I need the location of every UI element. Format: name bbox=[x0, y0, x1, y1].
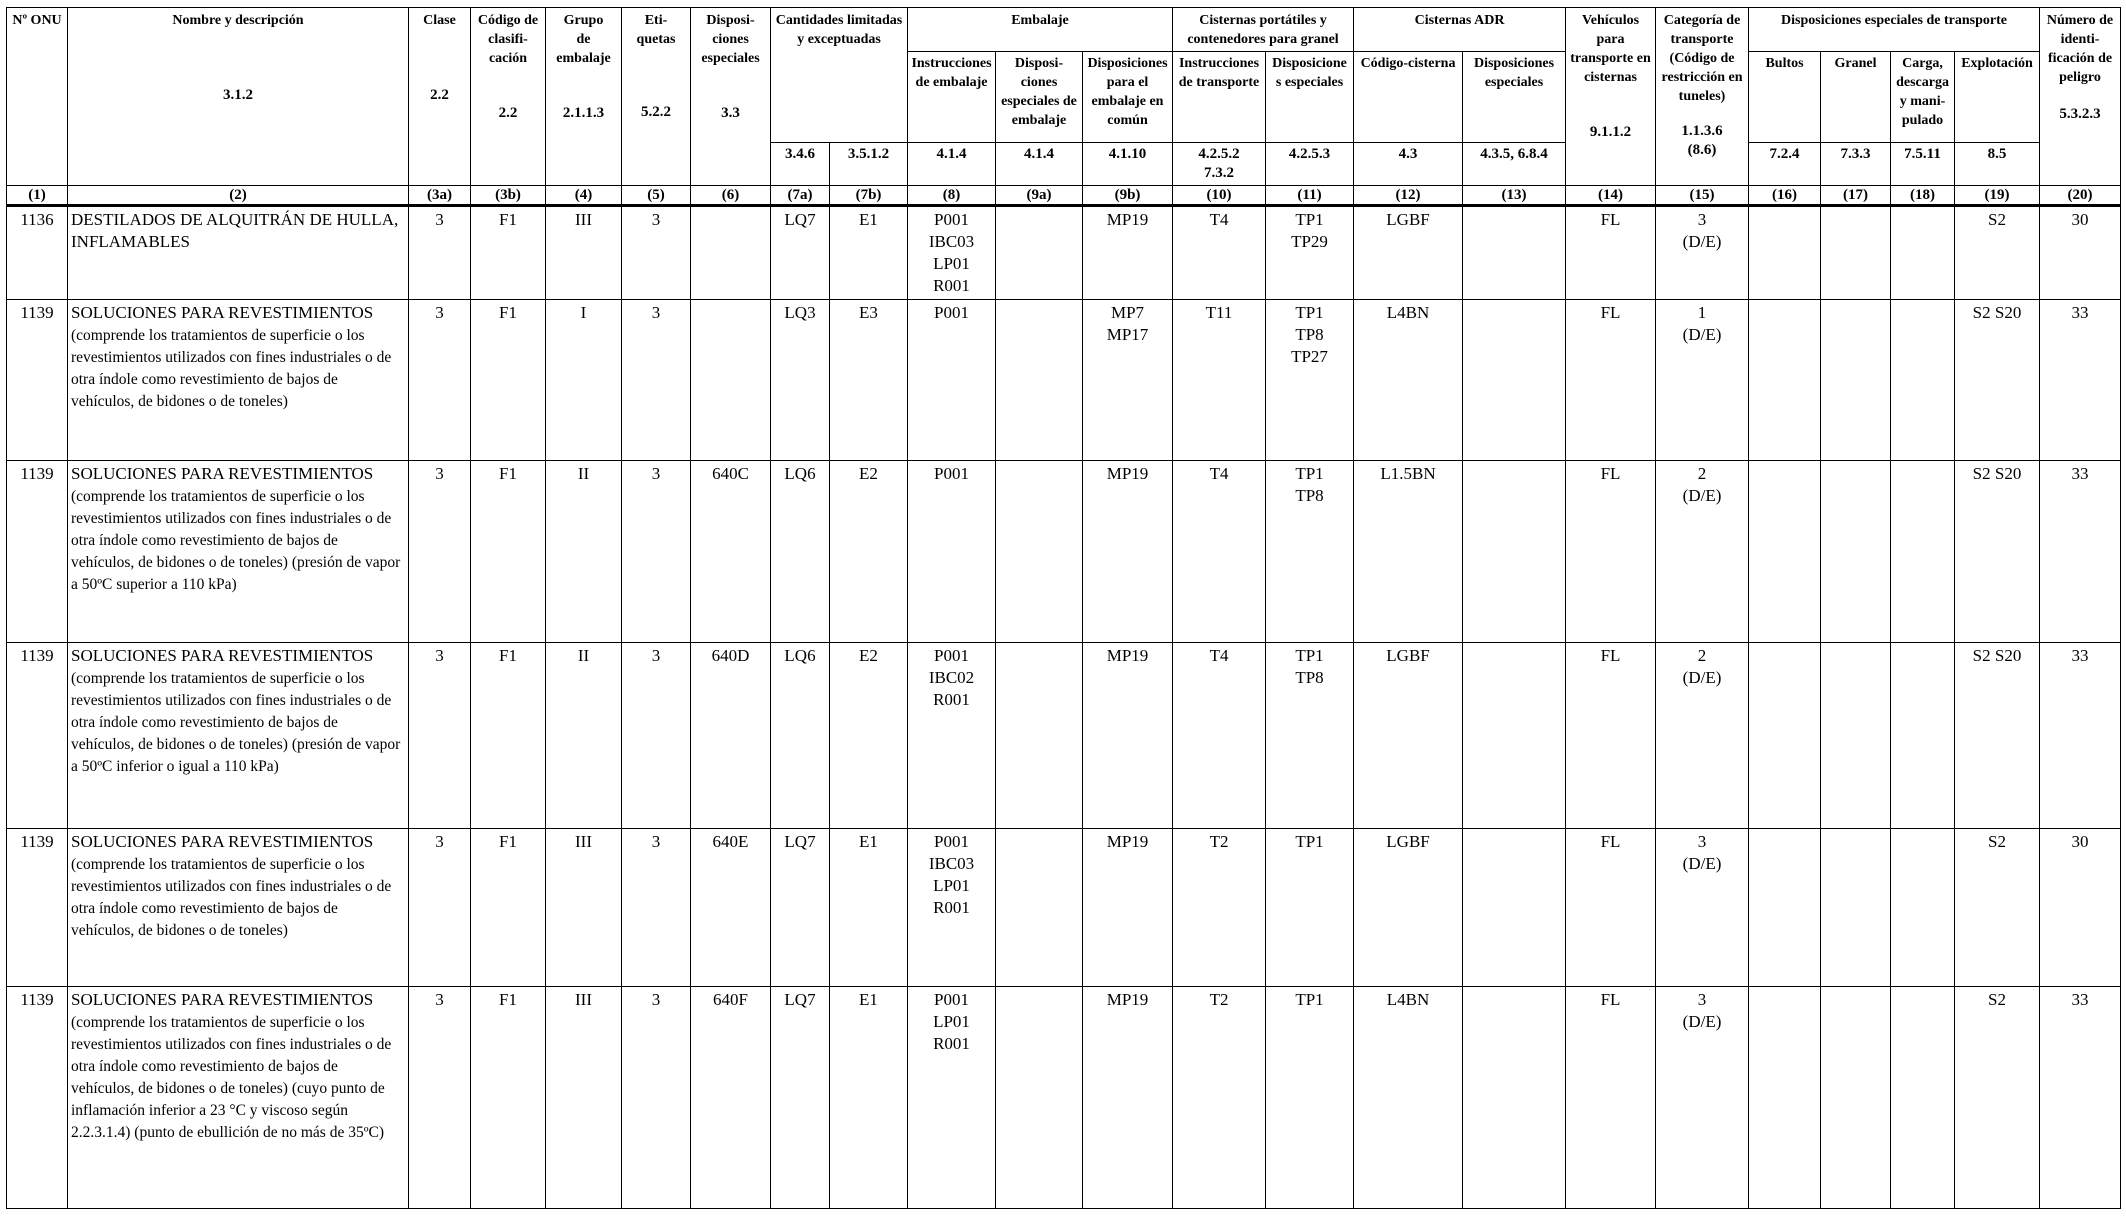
cell-clase: 3 bbox=[409, 206, 471, 300]
ref-9b: 4.1.10 bbox=[1083, 143, 1173, 186]
cell-clase: 3 bbox=[409, 300, 471, 461]
cell-12: L1.5BN bbox=[1354, 461, 1463, 643]
table-row bbox=[7, 206, 2121, 300]
cell-nombre: DESTILADOS DE ALQUITRÁN DE HULLA, INFLAMABLES bbox=[68, 206, 409, 300]
header-carga-descarga: Carga, descarga y mani- pulado bbox=[1891, 52, 1955, 143]
cell-etiquetas: 3 bbox=[622, 300, 691, 461]
ref-9a: 4.1.4 bbox=[996, 143, 1083, 186]
cell-16 bbox=[1749, 206, 1821, 300]
colnum-17: (17) bbox=[1821, 186, 1891, 206]
cell-15: 3 (D/E) bbox=[1656, 987, 1749, 1209]
cell-7b: E1 bbox=[830, 987, 908, 1209]
table-row bbox=[7, 987, 2121, 1209]
cell-19: S2 bbox=[1955, 987, 2040, 1209]
ref-10: 4.2.5.2 7.3.2 bbox=[1173, 143, 1266, 186]
cell-8: P001 IBC03 LP01 R001 bbox=[908, 829, 996, 987]
header-etiquetas: Eti- quetas 5.2.2 bbox=[622, 8, 691, 186]
cell-11: TP1 TP8 TP27 bbox=[1266, 300, 1354, 461]
colnum-9b: (9b) bbox=[1083, 186, 1173, 206]
cell-8: P001 LP01 R001 bbox=[908, 987, 996, 1209]
cell-19: S2 bbox=[1955, 829, 2040, 987]
header-codigo-cisterna: Código-cisterna bbox=[1354, 52, 1463, 143]
cell-onu: 1139 bbox=[7, 300, 68, 461]
cell-etiquetas: 3 bbox=[622, 461, 691, 643]
cell-14: FL bbox=[1566, 461, 1656, 643]
cell-15: 3 (D/E) bbox=[1656, 206, 1749, 300]
cell-17 bbox=[1821, 461, 1891, 643]
ref-19: 8.5 bbox=[1955, 143, 2040, 186]
cell-nombre: SOLUCIONES PARA REVESTIMIENTOS (comprende los tratamientos de superficie o los revestimientos utilizados con fines industriales o de otra índole como revestimiento de bajos de vehículos, de bidones o de toneles) bbox=[68, 300, 409, 461]
cell-17 bbox=[1821, 206, 1891, 300]
cell-20: 33 bbox=[2040, 300, 2121, 461]
cell-14: FL bbox=[1566, 300, 1656, 461]
cell-15: 3 (D/E) bbox=[1656, 829, 1749, 987]
cell-disposiciones bbox=[691, 300, 771, 461]
cell-clase: 3 bbox=[409, 461, 471, 643]
cell-18 bbox=[1891, 829, 1955, 987]
cell-7a: LQ7 bbox=[771, 206, 830, 300]
cell-20: 30 bbox=[2040, 829, 2121, 987]
cell-17 bbox=[1821, 300, 1891, 461]
cell-17 bbox=[1821, 987, 1891, 1209]
cell-clase: 3 bbox=[409, 643, 471, 829]
cell-clase: 3 bbox=[409, 829, 471, 987]
cell-8: P001 IBC02 R001 bbox=[908, 643, 996, 829]
cell-16 bbox=[1749, 300, 1821, 461]
ref-18: 7.5.11 bbox=[1891, 143, 1955, 186]
colnum-18: (18) bbox=[1891, 186, 1955, 206]
cell-20: 33 bbox=[2040, 643, 2121, 829]
header-disposiciones: Disposi- ciones especiales 3.3 bbox=[691, 8, 771, 186]
cell-18 bbox=[1891, 300, 1955, 461]
cell-10: T4 bbox=[1173, 461, 1266, 643]
colnum-15: (15) bbox=[1656, 186, 1749, 206]
colnum-10: (10) bbox=[1173, 186, 1266, 206]
cell-13 bbox=[1463, 987, 1566, 1209]
header-disp-especiales-cisternas: Disposicione s especiales bbox=[1266, 52, 1354, 143]
cell-13 bbox=[1463, 206, 1566, 300]
cell-19: S2 S20 bbox=[1955, 643, 2040, 829]
cell-etiquetas: 3 bbox=[622, 987, 691, 1209]
header-grupo: Grupo de embalaje 2.1.1.3 bbox=[546, 8, 622, 186]
table-header bbox=[7, 8, 2121, 206]
header-group-cisternas-adr: Cisternas ADR bbox=[1354, 8, 1566, 52]
cell-9a bbox=[996, 643, 1083, 829]
header-disp-especiales-embalaje: Disposi- ciones especiales de embalaje bbox=[996, 52, 1083, 143]
cell-16 bbox=[1749, 461, 1821, 643]
colnum-3b: (3b) bbox=[471, 186, 546, 206]
cell-onu: 1139 bbox=[7, 643, 68, 829]
cell-13 bbox=[1463, 829, 1566, 987]
colnum-3a: (3a) bbox=[409, 186, 471, 206]
cell-disposiciones: 640E bbox=[691, 829, 771, 987]
cell-9b: MP19 bbox=[1083, 829, 1173, 987]
header-onu: Nº ONU bbox=[7, 8, 68, 186]
cell-18 bbox=[1891, 643, 1955, 829]
cell-12: L4BN bbox=[1354, 987, 1463, 1209]
cell-18 bbox=[1891, 206, 1955, 300]
cell-17 bbox=[1821, 829, 1891, 987]
cell-9b: MP19 bbox=[1083, 461, 1173, 643]
cell-onu: 1139 bbox=[7, 829, 68, 987]
cell-7a: LQ6 bbox=[771, 643, 830, 829]
cell-9b: MP19 bbox=[1083, 987, 1173, 1209]
cell-7b: E2 bbox=[830, 461, 908, 643]
cell-onu: 1136 bbox=[7, 206, 68, 300]
cell-grupo: III bbox=[546, 829, 622, 987]
cell-codigo: F1 bbox=[471, 829, 546, 987]
colnum-7b: (7b) bbox=[830, 186, 908, 206]
cell-grupo: III bbox=[546, 987, 622, 1209]
header-vehiculos: Vehículos para transporte en cisternas 9.1.1.2 bbox=[1566, 8, 1656, 186]
cell-7b: E3 bbox=[830, 300, 908, 461]
table-body bbox=[7, 206, 2121, 1209]
cell-codigo: F1 bbox=[471, 643, 546, 829]
cell-disposiciones: 640F bbox=[691, 987, 771, 1209]
adr-table-sheet bbox=[6, 7, 2120, 1209]
colnum-12: (12) bbox=[1354, 186, 1463, 206]
cell-disposiciones: 640D bbox=[691, 643, 771, 829]
cell-13 bbox=[1463, 300, 1566, 461]
table-row bbox=[7, 829, 2121, 987]
cell-18 bbox=[1891, 461, 1955, 643]
cell-9a bbox=[996, 461, 1083, 643]
cell-9b: MP19 bbox=[1083, 206, 1173, 300]
cell-7b: E1 bbox=[830, 206, 908, 300]
cell-nombre: SOLUCIONES PARA REVESTIMIENTOS (comprende los tratamientos de superficie o los revestimientos utilizados con fines industriales o de otra índole como revestimiento de bajos de vehículos, de bidones o de toneles) (cuyo punto de inflamación inferior a 23 °C y viscoso según 2.2.3.1.4) (punto de ebullición de no más de 35ºC) bbox=[68, 987, 409, 1209]
cell-14: FL bbox=[1566, 206, 1656, 300]
cell-11: TP1 bbox=[1266, 829, 1354, 987]
colnum-16: (16) bbox=[1749, 186, 1821, 206]
cell-7b: E1 bbox=[830, 829, 908, 987]
cell-10: T11 bbox=[1173, 300, 1266, 461]
cell-7a: LQ7 bbox=[771, 987, 830, 1209]
colnum-13: (13) bbox=[1463, 186, 1566, 206]
ref-12: 4.3 bbox=[1354, 143, 1463, 186]
cell-clase: 3 bbox=[409, 987, 471, 1209]
cell-20: 30 bbox=[2040, 206, 2121, 300]
cell-16 bbox=[1749, 643, 1821, 829]
ref-7a: 3.4.6 bbox=[771, 143, 830, 186]
colnum-9a: (9a) bbox=[996, 186, 1083, 206]
ref-7b: 3.5.1.2 bbox=[830, 143, 908, 186]
cell-codigo: F1 bbox=[471, 300, 546, 461]
cell-disposiciones bbox=[691, 206, 771, 300]
header-explotacion: Explotación bbox=[1955, 52, 2040, 143]
cell-12: LGBF bbox=[1354, 206, 1463, 300]
cell-20: 33 bbox=[2040, 461, 2121, 643]
cell-16 bbox=[1749, 987, 1821, 1209]
cell-17 bbox=[1821, 643, 1891, 829]
cell-18 bbox=[1891, 987, 1955, 1209]
cell-8: P001 bbox=[908, 300, 996, 461]
colnum-1: (1) bbox=[7, 186, 68, 206]
cell-9a bbox=[996, 300, 1083, 461]
cell-nombre: SOLUCIONES PARA REVESTIMIENTOS (comprende los tratamientos de superficie o los revestimientos utilizados con fines industriales o de otra índole como revestimiento de bajos de vehículos, de bidones o de toneles) (presión de vapor a 50ºC superior a 110 kPa) bbox=[68, 461, 409, 643]
colnum-11: (11) bbox=[1266, 186, 1354, 206]
cell-disposiciones: 640C bbox=[691, 461, 771, 643]
colnum-19: (19) bbox=[1955, 186, 2040, 206]
cell-19: S2 S20 bbox=[1955, 461, 2040, 643]
colnum-5: (5) bbox=[622, 186, 691, 206]
ref-11: 4.2.5.3 bbox=[1266, 143, 1354, 186]
colnum-2: (2) bbox=[68, 186, 409, 206]
cell-11: TP1 TP8 bbox=[1266, 643, 1354, 829]
cell-9b: MP7 MP17 bbox=[1083, 300, 1173, 461]
cell-16 bbox=[1749, 829, 1821, 987]
ref-16: 7.2.4 bbox=[1749, 143, 1821, 186]
table-row bbox=[7, 643, 2121, 829]
cell-10: T2 bbox=[1173, 829, 1266, 987]
header-embalaje-comun: Disposiciones para el embalaje en común bbox=[1083, 52, 1173, 143]
cell-11: TP1 bbox=[1266, 987, 1354, 1209]
cell-12: L4BN bbox=[1354, 300, 1463, 461]
cell-codigo: F1 bbox=[471, 206, 546, 300]
header-clase: Clase 2.2 bbox=[409, 8, 471, 186]
cell-9a bbox=[996, 829, 1083, 987]
cell-10: T4 bbox=[1173, 643, 1266, 829]
cell-15: 2 (D/E) bbox=[1656, 643, 1749, 829]
ref-13: 4.3.5, 6.8.4 bbox=[1463, 143, 1566, 186]
table-row bbox=[7, 300, 2121, 461]
cell-7b: E2 bbox=[830, 643, 908, 829]
cell-grupo: II bbox=[546, 461, 622, 643]
cell-codigo: F1 bbox=[471, 461, 546, 643]
cell-etiquetas: 3 bbox=[622, 206, 691, 300]
cell-12: LGBF bbox=[1354, 643, 1463, 829]
cell-13 bbox=[1463, 643, 1566, 829]
cell-10: T4 bbox=[1173, 206, 1266, 300]
colnum-6: (6) bbox=[691, 186, 771, 206]
cell-13 bbox=[1463, 461, 1566, 643]
header-instrucciones-transporte: Instrucciones de transporte bbox=[1173, 52, 1266, 143]
dangerous-goods-table bbox=[6, 7, 2121, 1209]
cell-9a bbox=[996, 206, 1083, 300]
colnum-4: (4) bbox=[546, 186, 622, 206]
header-nombre: Nombre y descripción 3.1.2 bbox=[68, 8, 409, 186]
header-group-cantidades: Cantidades limitadas y exceptuadas bbox=[771, 8, 908, 143]
colnum-20: (20) bbox=[2040, 186, 2121, 206]
cell-15: 2 (D/E) bbox=[1656, 461, 1749, 643]
cell-etiquetas: 3 bbox=[622, 643, 691, 829]
header-group-disp-transporte: Disposiciones especiales de transporte bbox=[1749, 8, 2040, 52]
cell-14: FL bbox=[1566, 643, 1656, 829]
cell-14: FL bbox=[1566, 987, 1656, 1209]
colnum-8: (8) bbox=[908, 186, 996, 206]
table-row bbox=[7, 461, 2121, 643]
colnum-14: (14) bbox=[1566, 186, 1656, 206]
header-bultos: Bultos bbox=[1749, 52, 1821, 143]
header-group-cisternas-portatiles: Cisternas portátiles y contenedores para granel bbox=[1173, 8, 1354, 52]
cell-11: TP1 TP8 bbox=[1266, 461, 1354, 643]
cell-grupo: I bbox=[546, 300, 622, 461]
cell-codigo: F1 bbox=[471, 987, 546, 1209]
header-num-peligro: Número de identi- ficación de peligro 5.3.2.3 bbox=[2040, 8, 2121, 186]
cell-onu: 1139 bbox=[7, 461, 68, 643]
cell-15: 1 (D/E) bbox=[1656, 300, 1749, 461]
cell-19: S2 bbox=[1955, 206, 2040, 300]
cell-9a bbox=[996, 987, 1083, 1209]
cell-7a: LQ3 bbox=[771, 300, 830, 461]
header-disp-especiales-adr: Disposiciones especiales bbox=[1463, 52, 1566, 143]
header-granel: Granel bbox=[1821, 52, 1891, 143]
cell-19: S2 S20 bbox=[1955, 300, 2040, 461]
cell-12: LGBF bbox=[1354, 829, 1463, 987]
cell-7a: LQ6 bbox=[771, 461, 830, 643]
cell-grupo: III bbox=[546, 206, 622, 300]
cell-etiquetas: 3 bbox=[622, 829, 691, 987]
cell-9b: MP19 bbox=[1083, 643, 1173, 829]
cell-8: P001 IBC03 LP01 R001 bbox=[908, 206, 996, 300]
colnum-7a: (7a) bbox=[771, 186, 830, 206]
ref-17: 7.3.3 bbox=[1821, 143, 1891, 186]
header-codigo: Código de clasifi- cación 2.2 bbox=[471, 8, 546, 186]
header-categoria: Categoría de transporte (Código de restricción en tuneles) 1.1.3.6 (8.6) bbox=[1656, 8, 1749, 186]
header-group-embalaje: Embalaje bbox=[908, 8, 1173, 52]
cell-nombre: SOLUCIONES PARA REVESTIMIENTOS (comprende los tratamientos de superficie o los revestimientos utilizados con fines industriales o de otra índole como revestimiento de bajos de vehículos, de bidones o de toneles) (presión de vapor a 50ºC inferior o igual a 110 kPa) bbox=[68, 643, 409, 829]
cell-7a: LQ7 bbox=[771, 829, 830, 987]
cell-onu: 1139 bbox=[7, 987, 68, 1209]
cell-grupo: II bbox=[546, 643, 622, 829]
ref-8: 4.1.4 bbox=[908, 143, 996, 186]
cell-10: T2 bbox=[1173, 987, 1266, 1209]
cell-14: FL bbox=[1566, 829, 1656, 987]
header-instrucciones-embalaje: Instrucciones de embalaje bbox=[908, 52, 996, 143]
cell-8: P001 bbox=[908, 461, 996, 643]
cell-20: 33 bbox=[2040, 987, 2121, 1209]
cell-11: TP1 TP29 bbox=[1266, 206, 1354, 300]
cell-nombre: SOLUCIONES PARA REVESTIMIENTOS (comprende los tratamientos de superficie o los revestimientos utilizados con fines industriales o de otra índole como revestimiento de bajos de vehículos, de bidones o de toneles) bbox=[68, 829, 409, 987]
